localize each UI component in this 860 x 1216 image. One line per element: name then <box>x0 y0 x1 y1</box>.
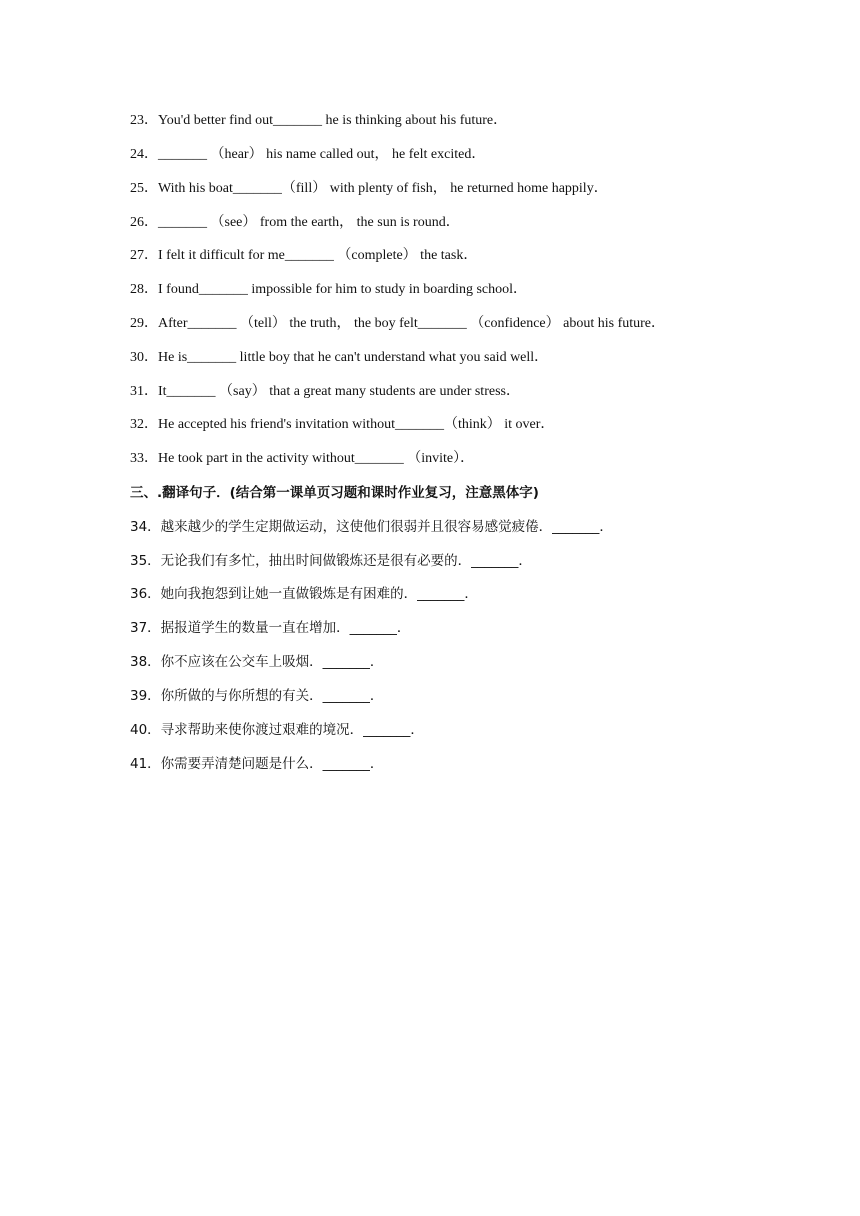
question-24: 24．_______ （hear） his name called out， he felt excited． <box>130 147 486 162</box>
question-31: 31．It_______ （say） that a great many students are under stress． <box>130 384 520 399</box>
translation-40: 40．寻求帮助来使你渡过艰难的境况．_______． <box>130 722 424 738</box>
question-32: 32．He accepted his friend's invitation without_______（think） it over． <box>130 417 555 432</box>
question-26: 26．_______ （see） from the earth， the sun is round． <box>130 215 460 230</box>
translation-38: 38．你不应该在公交车上吸烟．_______． <box>130 654 384 670</box>
translation-39: 39．你所做的与你所想的有关．_______． <box>130 688 384 704</box>
question-30: 30．He is_______ little boy that he can't understand what you said well． <box>130 350 549 365</box>
question-27: 27．I felt it difficult for me_______ （complete） the task． <box>130 248 478 263</box>
question-29: 29．After_______ （tell） the truth， the boy felt_______ （confidence） about his future． <box>130 316 666 331</box>
section-heading: 三、.翻译句子．(结合第一课单页习题和课时作业复习，注意黑体字) <box>130 485 539 501</box>
translation-35: 35．无论我们有多忙，抽出时间做锻炼还是很有必要的．_______． <box>130 553 532 569</box>
question-33: 33．He took part in the activity without_______ （invite）． <box>130 451 475 466</box>
translation-37: 37．据报道学生的数量一直在增加．_______． <box>130 620 411 636</box>
question-28: 28．I found_______ impossible for him to study in boarding school． <box>130 282 528 297</box>
question-25: 25．With his boat_______（fill） with plenty of fish， he returned home happily． <box>130 181 608 196</box>
question-23: 23．You'd better find out_______ he is thinking about his future． <box>130 113 508 128</box>
translation-34: 34．越来越少的学生定期做运动，这使他们很弱并且很容易感觉疲倦．_______． <box>130 519 613 535</box>
translation-41: 41．你需要弄清楚问题是什么．_______． <box>130 756 384 772</box>
translation-36: 36．她向我抱怨到让她一直做锻炼是有困难的．_______． <box>130 586 478 602</box>
